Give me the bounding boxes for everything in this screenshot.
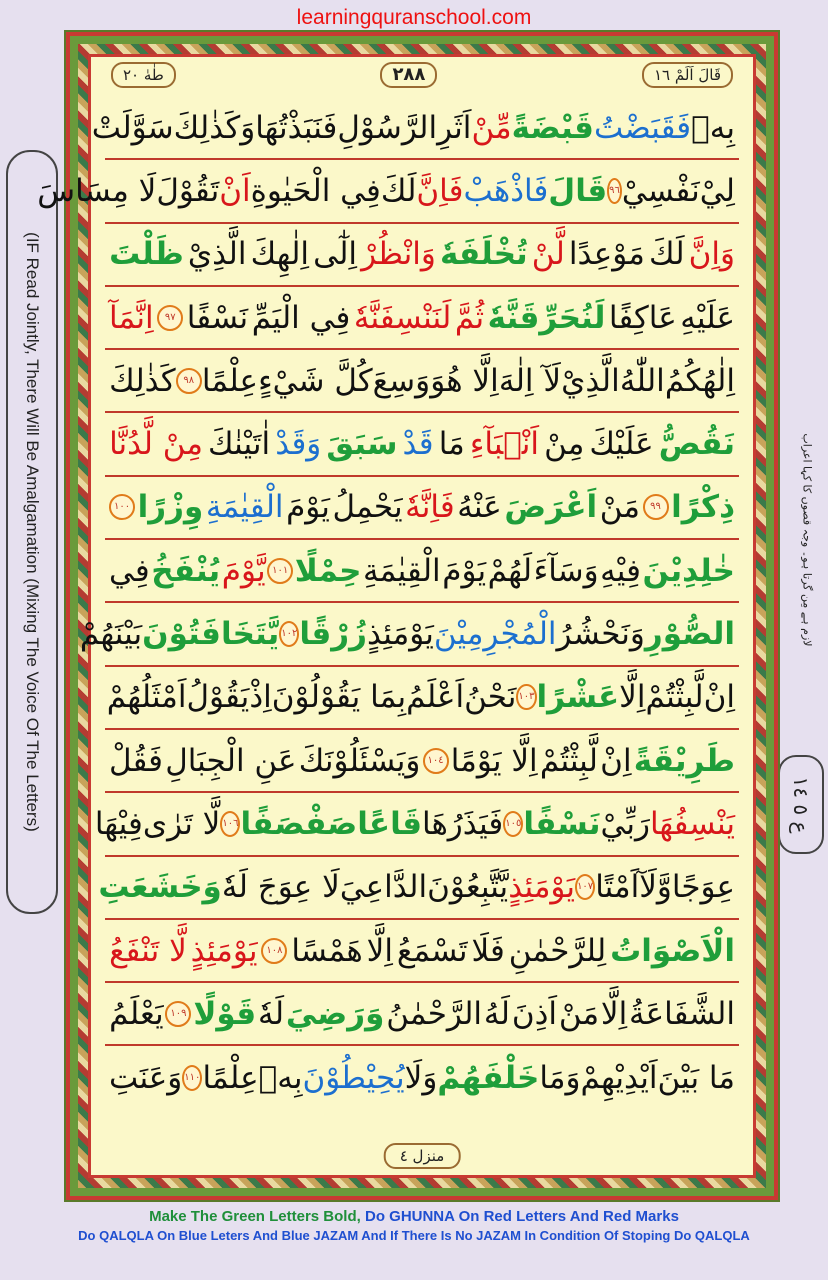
verse-word: نَقُصُّ xyxy=(658,426,735,463)
verse-word: فَنَبَذْتُهَا xyxy=(255,109,338,146)
verse-word: يَّتَّبِعُوْنَ xyxy=(427,869,509,906)
verse-word: يَحْمِلُ xyxy=(332,489,403,526)
verse-word: اِلَّا xyxy=(619,679,646,716)
verse-word: وَنَحْشُرُ xyxy=(556,616,645,653)
verse-word: اِلٰهِكَ xyxy=(250,236,310,273)
verse-word: اَعْلَمُ xyxy=(406,679,465,716)
verse-word: اِنْ xyxy=(703,679,735,716)
verse-word: وَلَا xyxy=(404,1060,438,1097)
verse-word: يَنْسِفُهَا xyxy=(649,805,735,842)
quran-page-frame xyxy=(37,32,778,1200)
verse-word: قَبْضَةً xyxy=(511,109,594,146)
ayah-number-marker: ١٠٧ xyxy=(575,874,595,900)
verse-word: لَنَنْسِفَنَّهٗ xyxy=(353,299,452,336)
verse-word: الدَّاعِيَ xyxy=(339,869,428,906)
verse-word: نَفْسِيْ xyxy=(621,172,700,209)
verse-line xyxy=(105,667,739,730)
verse-word: فِيْهِ xyxy=(600,552,641,589)
right-side-note xyxy=(790,433,824,647)
verse-line xyxy=(105,730,739,793)
manzil-label: منزل ٤ xyxy=(384,1143,461,1169)
verse-word: اَمْثَلُهُمْ xyxy=(106,679,187,716)
verse-word: اِذْ xyxy=(249,679,272,716)
verse-word: اِنْ xyxy=(600,742,632,779)
verse-word: ذِكْرًا xyxy=(671,489,735,526)
verse-word: اِلٰهُكُمُ xyxy=(664,362,735,399)
verse-word: فَاِنَّ xyxy=(416,172,464,209)
verse-word: قَالَ xyxy=(548,172,608,209)
verse-word: الشَّفَاعَةُ xyxy=(629,995,735,1032)
verse-word: اِلَّا xyxy=(366,932,393,969)
verse-word: الْاَصْوَاتُ xyxy=(610,932,735,969)
verse-word: مَنْ xyxy=(558,995,600,1032)
verse-word: لَّبِثْتُمْ xyxy=(645,679,704,716)
verse-word: فِي xyxy=(109,552,150,589)
verse-word: مِنْ لَّدُنَّا xyxy=(109,426,203,463)
verse-word: رَبِّيْ xyxy=(600,805,650,842)
verse-word: يَوْمَئِذٍ xyxy=(508,869,576,906)
verse-word: لَكَ xyxy=(380,172,417,209)
verse-word: لَهُ xyxy=(483,995,510,1032)
verse-word: يُنْفَخُ xyxy=(151,552,221,589)
verse-word: وَيَسْئَلُوْنَكَ xyxy=(298,742,421,779)
verse-word: تُخْلَفَهٗ xyxy=(439,236,528,273)
verse-word: اِلَّا يَوْمًا xyxy=(450,742,538,779)
juz-label: قَالَ اَلَمْ ١٦ xyxy=(642,62,733,88)
verse-line xyxy=(105,477,739,540)
right-side-note-text: لازم ہے مِن گرتا ہو۔ وجہ قصوں کا کہا اعراب xyxy=(800,433,814,647)
verse-word: فِي الْيَمِّ xyxy=(251,299,351,336)
verse-word: وَقَدْ xyxy=(275,426,322,463)
verse-word: كَذٰلِكَ xyxy=(109,362,176,399)
ayah-number-marker: ١٠١ xyxy=(267,558,293,584)
verse-word: اٰتَيْنٰكَ xyxy=(208,426,271,463)
verse-word: وَسَآءَ xyxy=(533,552,599,589)
verse-word: الصُّوْرِ xyxy=(644,616,735,653)
ayah-number-marker: ٩٨ xyxy=(176,368,202,394)
verse-word: فَيَذَرُهَا xyxy=(422,805,504,842)
page-header xyxy=(111,61,733,89)
verse-word: وَمَا xyxy=(539,1060,581,1097)
verse-word: تَقُوْلَ xyxy=(156,172,220,209)
verse-word: لِيْ xyxy=(699,172,735,209)
verse-word: اَنْۢبَآءِ xyxy=(469,426,540,463)
ayah-number-marker: ١٠٨ xyxy=(261,938,287,964)
ayah-number-marker: ١٠٥ xyxy=(503,811,523,837)
verse-word: يَقُوْلُ xyxy=(186,679,250,716)
verse-word: هَمْسًا xyxy=(291,932,363,969)
verse-word: الرَّسُوْلِ xyxy=(337,109,438,146)
ayah-number-marker: ٩٦ xyxy=(607,178,622,204)
verse-line xyxy=(105,287,739,350)
verse-word: وَاِنَّ xyxy=(688,236,735,273)
verse-word: مَا xyxy=(438,426,465,463)
verse-line xyxy=(105,224,739,287)
verse-word: كُلَّ شَيْءٍ xyxy=(258,362,373,399)
page-number: ٢٨٨ xyxy=(380,62,437,88)
verse-word: مِّنْ xyxy=(471,109,512,146)
ayah-number-marker: ١٠٣ xyxy=(516,684,536,710)
verse-word: فِيْهَا xyxy=(94,805,143,842)
verse-lines xyxy=(37,97,739,1135)
verse-word: ثُمَّ xyxy=(454,299,485,336)
verse-word: نَسْفًا xyxy=(523,805,601,842)
verse-word: الْقِيٰمَةِ xyxy=(205,489,284,526)
verse-word: عِوَجًا xyxy=(671,869,735,906)
verse-word: اَنْ xyxy=(219,172,251,209)
verse-word: يَوْمَئِذٍ xyxy=(367,616,434,653)
verse-word: فَاذْهَبْ xyxy=(463,172,549,209)
verse-word: خَلْفَهُمْ xyxy=(437,1060,540,1097)
quran-page xyxy=(37,54,756,1178)
verse-word: الْقِيٰمَةِ xyxy=(363,552,441,589)
verse-word: وَرَضِيَ xyxy=(285,995,385,1032)
ayah-number-marker: ٩٩ xyxy=(643,494,669,520)
verse-word: لَا عِوَجَ لَهٗ xyxy=(221,869,340,906)
verse-word: اَيْدِيْهِمْ xyxy=(580,1060,658,1097)
verse-word: لَكَ xyxy=(648,236,685,273)
verse-word: وَسِعَ xyxy=(372,362,431,399)
verse-word: وَانْظُرْ xyxy=(361,236,436,273)
verse-line xyxy=(98,857,739,920)
verse-line xyxy=(105,1046,739,1109)
verse-line xyxy=(37,160,739,223)
verse-word: لَهُمْ xyxy=(487,552,533,589)
verse-word: بَيْنَهُمْ xyxy=(79,616,143,653)
verse-word: لَّنْ xyxy=(531,236,565,273)
left-side-note-text: (IF Read Jointly, There Will Be Amalgamation (Mixing The Voice Of The Letters) xyxy=(23,232,42,832)
verse-word: عَلَيْكَ xyxy=(589,426,654,463)
verse-word: عَاكِفًا xyxy=(608,299,677,336)
verse-word: اَثَرِ xyxy=(437,109,472,146)
verse-word: فَاِنَّهٗ xyxy=(405,489,455,526)
verse-word: يَّوْمَ xyxy=(221,552,266,589)
verse-word: لِلرَّحْمٰنِ xyxy=(508,932,607,969)
ayah-number-marker: ١٠٢ xyxy=(279,621,299,647)
verse-word: فَلَا xyxy=(471,932,505,969)
verse-line xyxy=(105,920,739,983)
verse-word: لَنُحَرِّقَنَّهٗ xyxy=(487,299,606,336)
verse-word: اللّٰهُ xyxy=(619,362,665,399)
verse-word: نَسْفًا xyxy=(186,299,249,336)
verse-word: ظَلْتَ xyxy=(109,236,184,273)
verse-word: اَذِنَ xyxy=(511,995,557,1032)
verse-word: عَلَيْهِ xyxy=(680,299,735,336)
verse-word: يَّتَخَافَتُوْنَ xyxy=(142,616,280,653)
verse-word: اَعْرَضَ xyxy=(504,489,598,526)
verse-word: بِمَا يَقُوْلُوْنَ xyxy=(271,679,407,716)
verse-word: عِلْمًا xyxy=(202,1060,259,1097)
verse-word: يَوْمَ xyxy=(442,552,487,589)
verse-word: فَقَبَضْتُ xyxy=(593,109,692,146)
verse-word: وِزْرًا xyxy=(137,489,204,526)
verse-line xyxy=(94,793,739,856)
instruction-red: Do GHUNNA On Red Letters And Red Marks xyxy=(364,1208,679,1225)
verse-word: الَّذِيْ xyxy=(187,236,247,273)
verse-word: وَّلَآ xyxy=(639,869,672,906)
verse-word: عَنِ الْجِبَالِ xyxy=(165,742,297,779)
verse-word: قَاعًا xyxy=(357,805,423,842)
verse-word: بِهٖ xyxy=(258,1060,303,1097)
verse-line xyxy=(105,350,739,413)
verse-word: فَقُلْ xyxy=(109,742,163,779)
ayah-number-marker: ٩٧ xyxy=(157,305,183,331)
verse-word: عَنْهُ xyxy=(457,489,502,526)
verse-word: يُحِيْطُوْنَ xyxy=(302,1060,405,1097)
ayah-number-marker: ١١٠ xyxy=(182,1065,202,1091)
verse-word: فِي الْحَيٰوةِ xyxy=(250,172,381,209)
verse-word: لَّبِثْتُمْ xyxy=(539,742,598,779)
verse-line xyxy=(105,413,739,476)
verse-word: لَهٗ xyxy=(257,995,285,1032)
site-url[interactable]: learningquranschool.com xyxy=(296,6,532,29)
verse-word: صَفْصَفًا xyxy=(240,805,358,842)
verse-line xyxy=(79,603,739,666)
verse-word: قَدْ xyxy=(402,426,434,463)
verse-word: لَآ اِلٰهَ xyxy=(498,362,562,399)
left-side-note xyxy=(6,150,58,914)
verse-word: يَوْمَ xyxy=(286,489,330,526)
verse-line xyxy=(91,97,739,160)
verse-word: عَشْرًا xyxy=(536,679,620,716)
verse-word: تَسْمَعُ xyxy=(396,932,468,969)
verse-word: مَا بَيْنَ xyxy=(657,1060,735,1097)
instruction-green: Make The Green Letters Bold, xyxy=(149,1208,361,1225)
verse-line xyxy=(105,983,739,1046)
verse-word: سَبَقَ xyxy=(326,426,398,463)
ayah-number-marker: ١٠٤ xyxy=(423,748,449,774)
ayah-number-marker: ١٠٩ xyxy=(165,1001,191,1027)
verse-word: قَوْلًا xyxy=(193,995,257,1032)
verse-word: اِلَّا xyxy=(600,995,628,1032)
verse-word: مَنْ xyxy=(599,489,640,526)
surah-label: طٰهٰ ٢٠ xyxy=(111,62,176,88)
verse-word: الرَّحْمٰنُ xyxy=(386,995,483,1032)
verse-word: عِلْمًا xyxy=(201,362,258,399)
ayah-number-marker: ١٠٠ xyxy=(109,494,135,520)
verse-word: وَكَذٰلِكَ xyxy=(173,109,256,146)
instruction-line-2: Do QALQLA On Blue Leters And Blue JAZAM And If There Is No JAZAM In Condition Of Stoping Do QALQLA xyxy=(78,1228,750,1243)
verse-line xyxy=(105,540,739,603)
verse-word: يَعْلَمُ xyxy=(109,995,164,1032)
verse-word: لَا مِسَاسَ xyxy=(37,172,157,209)
verse-word: مِنْ xyxy=(544,426,585,463)
verse-word: طَرِيْقَةً xyxy=(633,742,735,779)
verse-word: وَعَنَتِ xyxy=(109,1060,183,1097)
verse-word: سَوَّلَتْ xyxy=(91,109,174,146)
verse-word: بِهٖ xyxy=(691,109,735,146)
verse-word: خٰلِدِيْنَ xyxy=(642,552,735,589)
verse-word: حِمْلًا xyxy=(294,552,362,589)
verse-word: الَّذِيْ xyxy=(561,362,620,399)
verse-word: يَوْمَئِذٍ xyxy=(190,932,258,969)
verse-word: لَّا تَنْفَعُ xyxy=(109,932,187,969)
ruku-marker-text: ع ٥ ١٤ xyxy=(789,776,813,833)
ayah-number-marker: ١٠٦ xyxy=(220,811,240,837)
verse-word: مَوْعِدًا xyxy=(568,236,645,273)
verse-word: نَحْنُ xyxy=(464,679,517,716)
verse-word: وَخَشَعَتِ xyxy=(98,869,222,906)
verse-word: اِنَّمَآ xyxy=(109,299,154,336)
instruction-line-1 xyxy=(0,1208,828,1225)
verse-word: لَّا تَرٰى xyxy=(142,805,221,842)
verse-word: الْمُجْرِمِيْنَ xyxy=(433,616,557,653)
verse-word: اَمْتًا xyxy=(595,869,640,906)
verse-word: اِلٰٓى xyxy=(313,236,358,273)
ruku-marker xyxy=(778,755,824,854)
verse-word: اِلَّا هُوَ xyxy=(430,362,499,399)
verse-word: زُرْقًا xyxy=(299,616,367,653)
